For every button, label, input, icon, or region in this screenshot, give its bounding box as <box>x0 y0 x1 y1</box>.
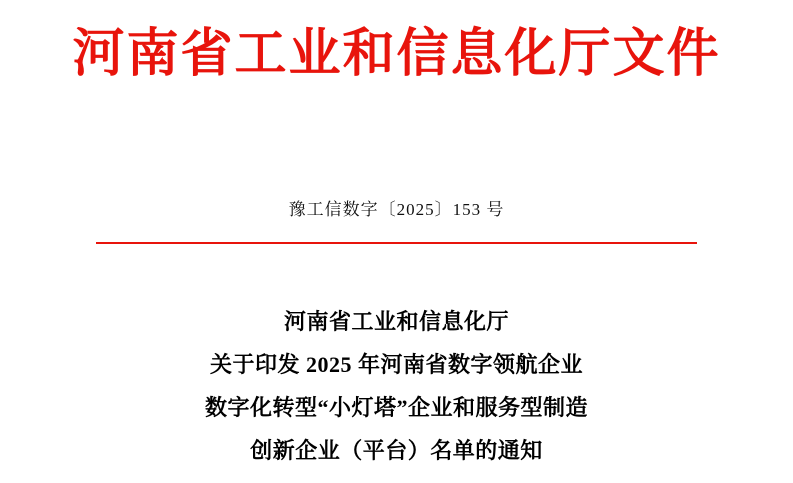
red-separator-rule <box>96 242 697 244</box>
document-title-line-1: 河南省工业和信息化厅 <box>283 309 509 334</box>
document-masthead-title: 河南省工业和信息化厅文件 <box>72 26 721 83</box>
document-number: 豫工信数字〔2025〕153 号 <box>288 200 505 219</box>
document-title-block <box>0 300 793 472</box>
document-title-line-2: 关于印发 2025 年河南省数字领航企业 <box>209 352 583 377</box>
document-title-line-4: 创新企业（平台）名单的通知 <box>250 438 543 463</box>
document-title-line-3: 数字化转型“小灯塔”企业和服务型制造 <box>204 395 588 420</box>
